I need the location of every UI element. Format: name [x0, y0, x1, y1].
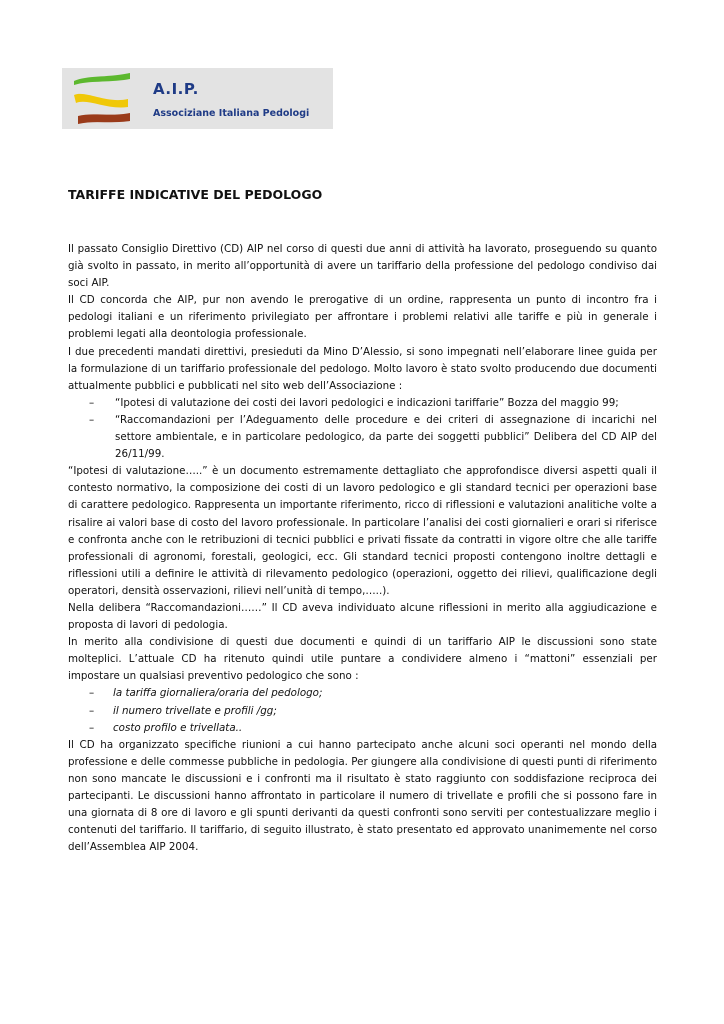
paragraph: Il passato Consiglio Direttivo (CD) AIP nel corso di questi due anni di attività ha lavorato, proseguendo su quanto già svolto in passato, in merito all’opportunità di avere un tariffario della professione del pedologo condiviso dai soci AIP. — [68, 243, 657, 290]
logo-yellow-stripe — [74, 94, 128, 108]
paragraph: I due precedenti mandati direttivi, presieduti da Mino D’Alessio, si sono impegnati nell’elaborare linee guida per la formulazione di un tariffario professionale del pedologo. Molto lavoro è stato svolto producendo due documenti attualmente pubblici e pubblicati nel sito web dell’Associazione : — [68, 345, 657, 392]
list-item — [68, 685, 657, 702]
document-title: TARIFFE INDICATIVE DEL PEDOLOGO — [68, 187, 323, 202]
logo-green-stripe — [74, 73, 130, 85]
list-item — [68, 720, 657, 737]
paragraph: “Ipotesi di valutazione…..” è un documento estremamente dettagliato che approfondisce diversi aspetti quali il contesto normativo, la composizione dei costi di un lavoro pedologico e gli standard tecnici per operazioni base di carattere pedologico. Rappresenta un importante riferimento, ricco di riflessioni e valutazioni analitiche volte a risalire ai valori base di costo del lavoro professionale. In particolare l’analisi dei costi giornalieri e orari si riferisce e confronta anche con le retribuzioni di tecnici pubblici e privati fissate da contratti in vigore oltre che alle tariffe professionali di agronomi, forestali, geologici, ecc. Gli standard tecnici proposti contengono inoltre dettagli e riflessioni utili a definire le attività di rilevamento pedologico (operazioni, oggetto dei rilievi, qualificazione degli operatori, densità osservazioni, rilievi nell’unità di tempo,…..). — [68, 465, 657, 597]
list-dash: – — [89, 704, 95, 717]
list-dash: – — [89, 413, 95, 426]
org-name: Associziane Italiana Pedologi — [153, 108, 310, 119]
list-item-text: il numero trivellate e profili /gg; — [113, 704, 277, 717]
list-dash: – — [89, 721, 95, 734]
list-item-text: la tariffa giornaliera/oraria del pedologo; — [113, 687, 323, 700]
list-dash: – — [89, 396, 95, 409]
list-dash: – — [89, 687, 95, 700]
paragraph: In merito alla condivisione di questi due documenti e quindi di un tariffario AIP le discussioni sono state molteplici. L’attuale CD ha ritenuto quindi utile puntare a condividere almeno i “mattoni” essenziali per impostare un qualsiasi preventivo pedologico che sono : — [68, 636, 657, 683]
list-item-text: “Ipotesi di valutazione dei costi dei lavori pedologici e indicazioni tariffarie” Bozza del maggio 99; — [115, 396, 619, 409]
list-item-text: costo profilo e trivellata.. — [113, 721, 243, 734]
paragraph: Il CD concorda che AIP, pur non avendo le prerogative di un ordine, rappresenta un punto di incontro fra i pedologi italiani e un riferimento privilegiato per affrontare i problemi relativi alle tariffe e più in generale i problemi legati alla deontologia professionale. — [68, 294, 657, 341]
list-item — [68, 412, 657, 463]
document-list — [68, 685, 657, 736]
list-item — [68, 703, 657, 720]
paragraph: Il CD ha organizzato specifiche riunioni a cui hanno partecipato anche alcuni soci operanti nel mondo della professione e delle commesse pubbliche in pedologia. Per giungere alla condivisione di questi punti di riferimento non sono mancate le discussioni e i confronti ma il risultato è stato raggiunto con soddisfazione reciproca dei partecipanti. Le discussioni hanno affrontato in particolare il numero di trivellate e profili che si possono fare in una giornata di 8 ore di lavoro e gli spunti derivanti da questi confronti sono serviti per contestualizzare meglio i contenuti del tariffario. Il tariffario, di seguito illustrato, è stato presentato ed approvato unanimemente nel corso dell’Assemblea AIP 2004. — [68, 738, 657, 854]
aip-logo — [72, 72, 132, 126]
header-box — [62, 68, 333, 129]
list-item — [68, 395, 657, 412]
list-item-text: “Raccomandazioni per l’Adeguamento delle procedure e dei criteri di assegnazione di incarichi nel settore ambientale, e in particolare pedologico, da parte dei soggetti pubblici” Delibera del CD AIP del 26/11/99. — [115, 413, 657, 461]
paragraph: Nella delibera “Raccomandazioni……” Il CD aveva individuato alcune riflessioni in merito alla aggiudicazione e proposta di lavori di pedologia. — [68, 601, 657, 632]
logo-brown-stripe — [78, 113, 130, 124]
document-list — [68, 395, 657, 463]
org-acronym: A.I.P. — [153, 80, 199, 98]
document-body — [68, 241, 657, 856]
